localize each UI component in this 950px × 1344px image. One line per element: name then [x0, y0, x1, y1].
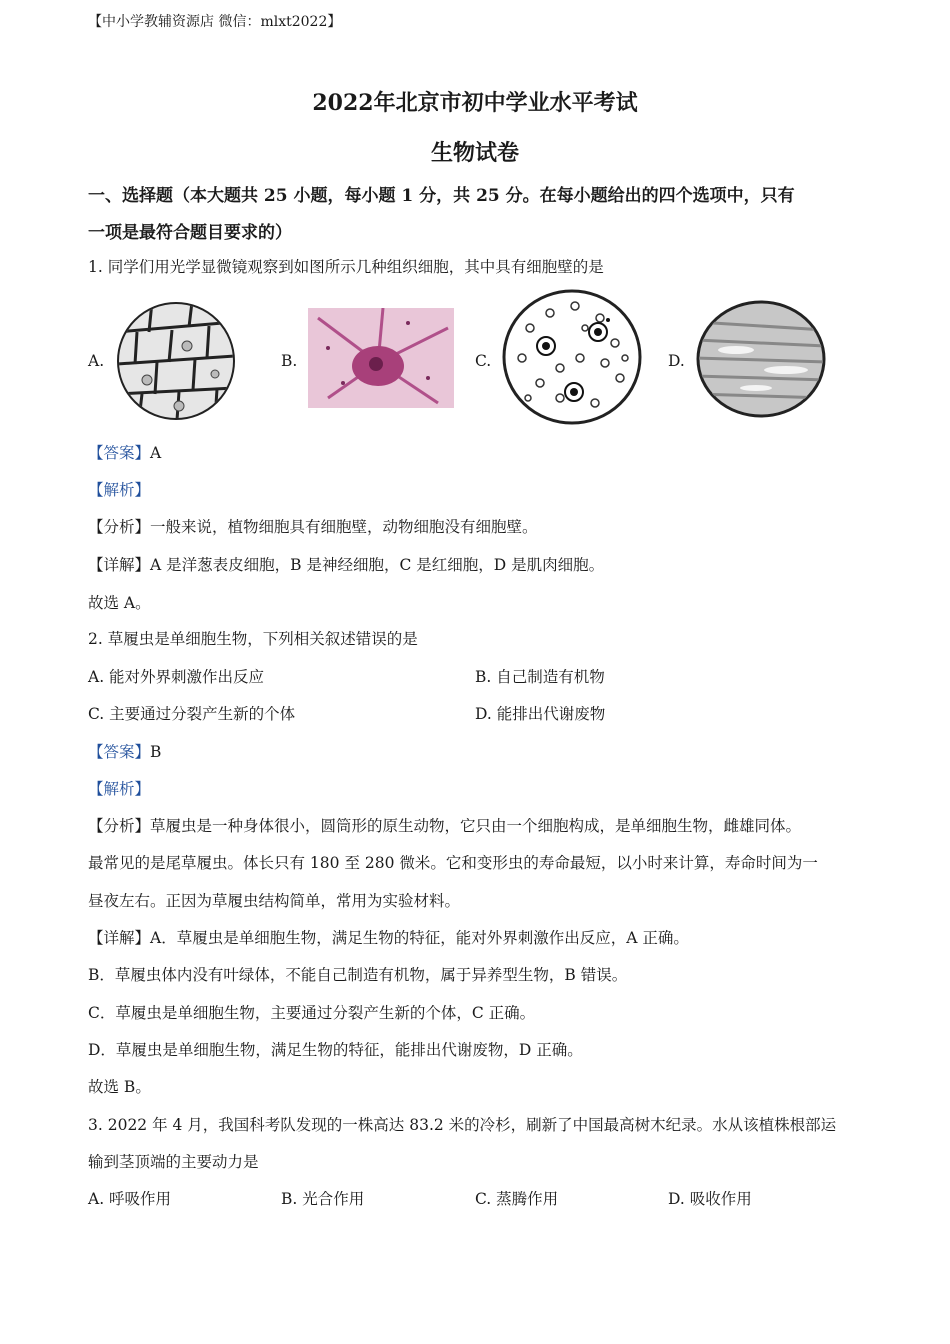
- q1-option-b-label: B.: [281, 352, 298, 370]
- q2-answer: [88, 742, 161, 762]
- q2-option-d: D. 能排出代谢废物: [475, 705, 606, 723]
- answer-value: A: [150, 444, 162, 462]
- q1-option-a-label: A.: [88, 352, 105, 370]
- q2-analysis-tag: 【解析】: [88, 780, 151, 798]
- q3-stem-line1: 3. 2022 年 4 月，我国科考队发现的一株高达 83.2 米的冷杉，刷新了中国最高树木纪录。水从该植株根部运: [88, 1116, 837, 1134]
- answer-tag: 【答案】: [88, 444, 151, 462]
- blood-cells-figure: [500, 288, 644, 426]
- detail-text: A．草履虫是单细胞生物，满足生物的特征，能对外界刺激作出反应，A 正确。: [150, 929, 689, 947]
- q2-detail-line4: D．草履虫是单细胞生物，满足生物的特征，能排出代谢废物，D 正确。: [88, 1041, 583, 1059]
- fenxi-text: 一般来说，植物细胞具有细胞壁，动物细胞没有细胞壁。: [150, 518, 538, 536]
- q1-option-d-label: D.: [668, 352, 685, 370]
- q1-answer: [88, 443, 161, 463]
- q3-option-b: B. 光合作用: [281, 1190, 365, 1208]
- q1-option-c-label: C.: [475, 352, 492, 370]
- q2-option-b: B. 自己制造有机物: [475, 668, 605, 686]
- q2-conclusion: 故选 B。: [88, 1078, 151, 1096]
- page-title: 2022年北京市初中学业水平考试: [312, 90, 638, 116]
- fenxi-text: 草履虫是一种身体很小，圆筒形的原生动物，它只由一个细胞构成，是单细胞生物，雌雄同体。: [150, 817, 802, 835]
- onion-cells-figure: [117, 302, 235, 420]
- answer-tag: 【答案】: [88, 743, 151, 761]
- q1-stem: 1. 同学们用光学显微镜观察到如图所示几种组织细胞，其中具有细胞壁的是: [88, 258, 604, 276]
- q3-option-a: A. 呼吸作用: [88, 1190, 172, 1208]
- fenxi-tag: 【分析】: [88, 817, 151, 835]
- section-heading-line1: 一、选择题（本大题共 25 小题，每小题 1 分，共 25 分。在每小题给出的四个选项中，只有: [88, 186, 795, 206]
- q2-stem: 2. 草履虫是单细胞生物，下列相关叙述错误的是: [88, 630, 418, 648]
- detail-text: A 是洋葱表皮细胞，B 是神经细胞，C 是红细胞，D 是肌肉细胞。: [150, 556, 605, 574]
- fenxi-tag: 【分析】: [88, 518, 151, 536]
- q3-stem-line2: 输到茎顶端的主要动力是: [88, 1153, 259, 1171]
- q1-conclusion: 故选 A。: [88, 594, 151, 612]
- detail-tag: 【详解】: [88, 929, 151, 947]
- muscle-cells-figure: [696, 300, 826, 418]
- q2-fenxi-line1: [88, 816, 801, 836]
- q2-fenxi-line2: 最常见的是尾草履虫。体长只有 180 至 280 微米。它和变形虫的寿命最短，以小时来计算，寿命时间为一: [88, 854, 818, 872]
- detail-tag: 【详解】: [88, 556, 151, 574]
- q2-option-c: C. 主要通过分裂产生新的个体: [88, 705, 296, 723]
- answer-value: B: [150, 743, 162, 761]
- section-heading-line2: 一项是最符合题目要求的）: [88, 223, 292, 243]
- q1-detail: [88, 555, 604, 575]
- q2-detail-line3: C．草履虫是单细胞生物，主要通过分裂产生新的个体，C 正确。: [88, 1004, 536, 1022]
- q3-option-c: C. 蒸腾作用: [475, 1190, 559, 1208]
- q2-detail-line2: B．草履虫体内没有叶绿体，不能自己制造有机物，属于异养型生物，B 错误。: [88, 966, 628, 984]
- q3-option-d: D. 吸收作用: [668, 1190, 752, 1208]
- page-subtitle: 生物试卷: [430, 140, 519, 166]
- header-note: 【中小学教辅资源店 微信：mlxt2022】: [88, 14, 342, 30]
- q1-analysis-tag: 【解析】: [88, 481, 151, 499]
- q2-fenxi-line3: 昼夜左右。正因为草履虫结构简单，常用为实验材料。: [88, 892, 461, 910]
- q1-fenxi: [88, 517, 538, 537]
- q2-option-a: A. 能对外界刺激作出反应: [88, 668, 265, 686]
- q2-detail-line1: [88, 928, 689, 948]
- neuron-figure: [308, 308, 454, 408]
